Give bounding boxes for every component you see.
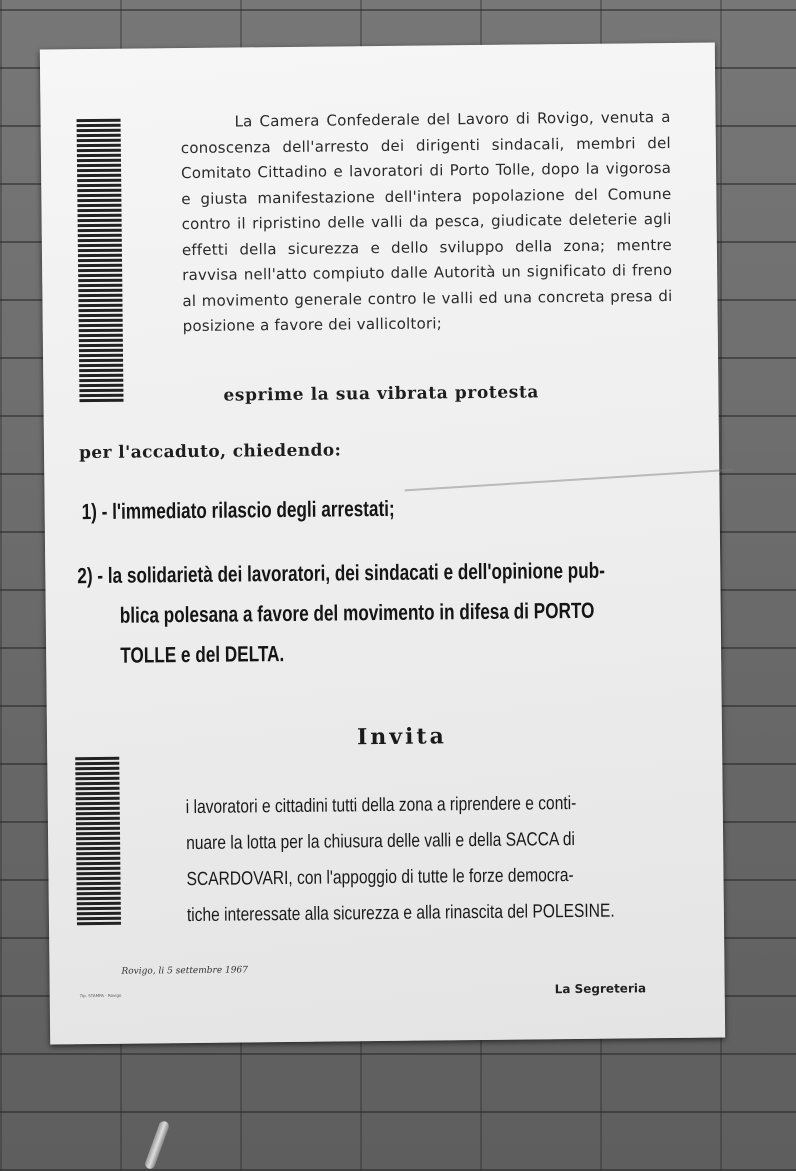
invite-line-2: nuare la lotta per la chiusura delle valli e della SACCA di	[186, 829, 576, 855]
poster	[40, 42, 725, 1044]
request-item-2-line-1: 2) - la solidarietà dei lavoratori, dei sindacati e dell'opinione pub-	[77, 557, 605, 589]
printer-credit: Tip. STAMPA - Rovigo	[79, 992, 122, 999]
signature: La Segreteria	[554, 981, 647, 997]
protest-heading: esprime la sua vibrata protesta	[223, 382, 540, 406]
invita-heading: Invita	[356, 723, 448, 751]
request-item-2-line-2: blica polesana a favore del movimento in difesa di PORTO	[119, 597, 595, 628]
invite-line-3: SCARDOVARI, con l'appoggio di tutte le forze democra-	[186, 865, 574, 891]
request-item-2	[77, 551, 606, 677]
intro-paragraph: La Camera Confederale del Lavoro di Rovigo, venuta a conoscenza dell'arresto dei dirigenti sindacali, membri del Comitato Cittadino e lavoratori di Porto Tolle, dopo la vigorosa e giusta manifestazione dell'intera popolazione del Comune contro il ripristino delle valli da pesca, giudicate deleterie agli effetti della sicurezza e dello sviluppo della zona; mentre ravvisa nell'atto compiuto dalle Autorità un significato di freno al movimento generale contro le valli ed una concreta presa di posizione a favore dei vallicoltori;	[180, 107, 673, 336]
paper-crease	[405, 469, 734, 492]
decorative-bars-top	[77, 119, 124, 404]
invite-paragraph	[186, 785, 712, 934]
metal-pin	[144, 1120, 170, 1170]
date-line: Rovigo, li 5 settembre 1967	[121, 965, 248, 977]
decorative-bars-bottom	[75, 757, 121, 927]
request-item-1: 1) - l'immediato rilascio degli arrestati;	[81, 495, 395, 525]
invite-line-4: tiche interessate alla sicurezza e alla rinascita del POLESINE.	[186, 900, 615, 927]
asking-line: per l'accaduto, chiedendo:	[78, 440, 342, 464]
request-item-2-line-3: TOLLE e del DELTA.	[120, 641, 285, 668]
invite-line-1: i lavoratori e cittadini tutti della zona a riprendere e conti-	[185, 792, 577, 819]
